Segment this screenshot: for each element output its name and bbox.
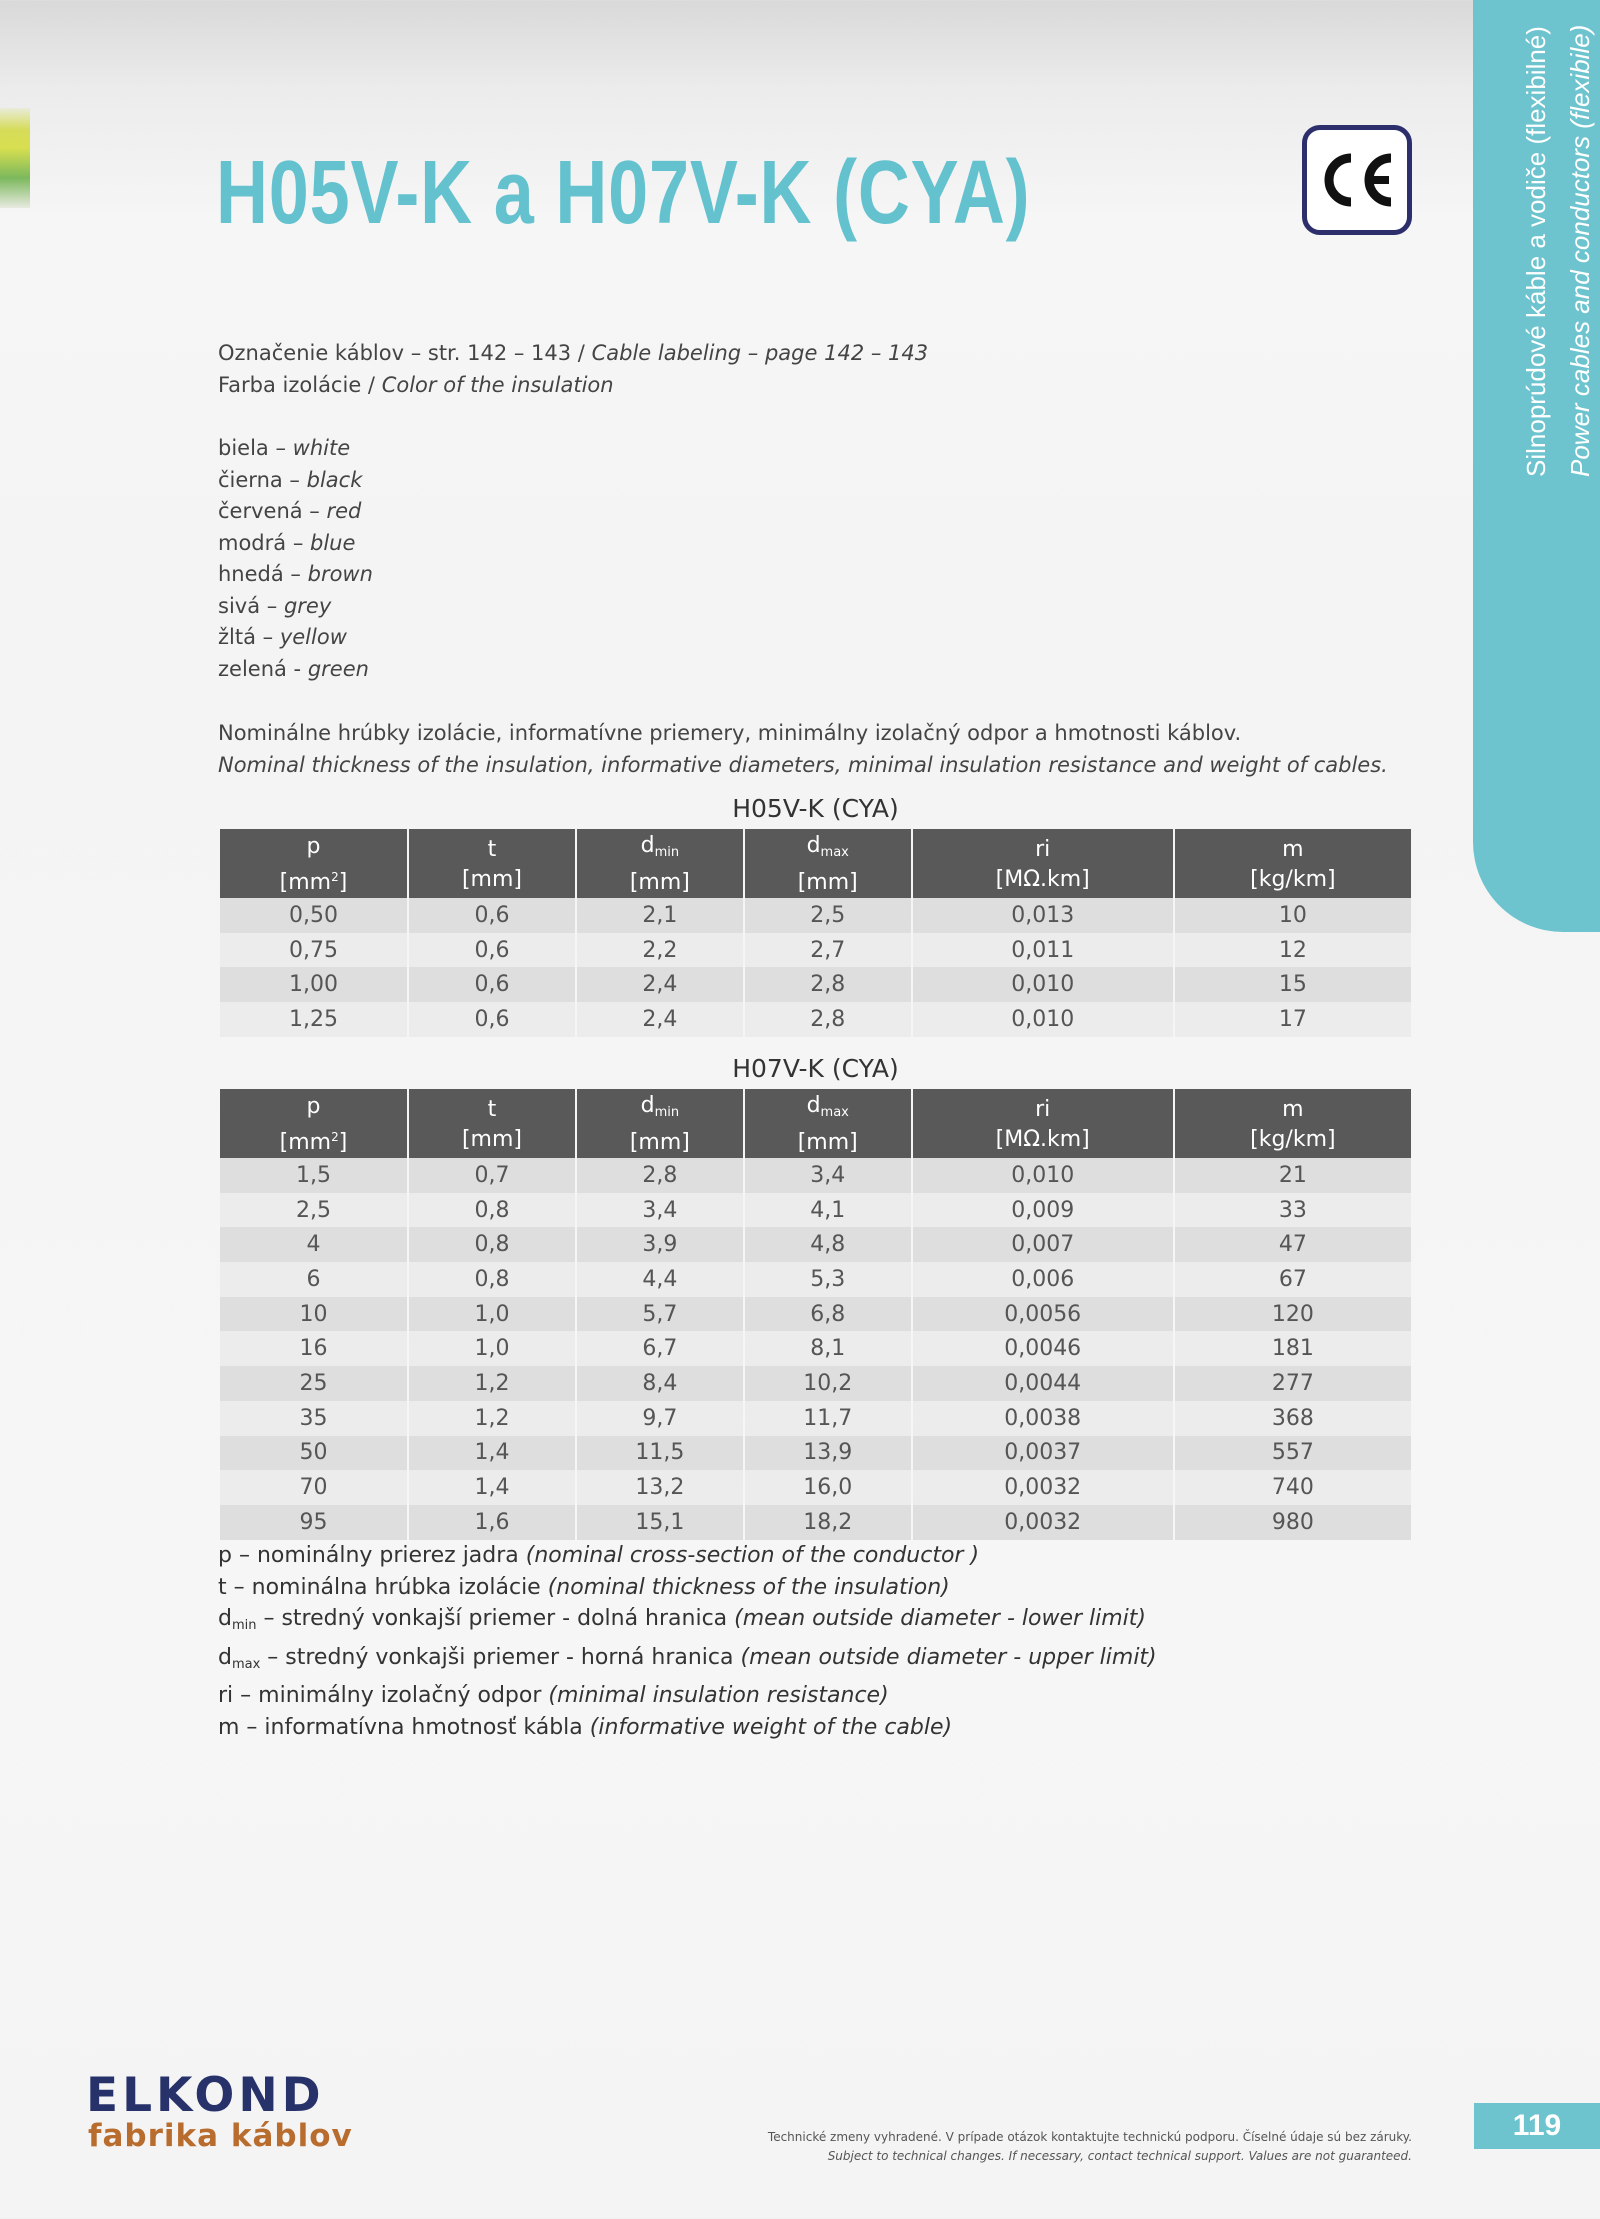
column-header-unit-line xyxy=(577,1128,743,1158)
header-dmin: d xyxy=(640,1093,655,1118)
column-header-symbol-line xyxy=(913,835,1173,865)
column-header-unit-line xyxy=(409,865,575,895)
header-t: t xyxy=(487,1096,497,1122)
legend-item xyxy=(218,1572,1157,1604)
legend-item xyxy=(218,1540,1157,1572)
column-header-symbol-line xyxy=(409,1095,575,1125)
table-cell: 0,8 xyxy=(409,1227,575,1262)
table-cell: 2,8 xyxy=(577,1158,743,1193)
color-name-en: blue xyxy=(310,530,356,555)
table-row xyxy=(220,898,1411,933)
table-cell: 6,7 xyxy=(577,1331,743,1366)
color-name-sk: žltá – xyxy=(218,625,274,649)
table-cell: 10 xyxy=(220,1297,407,1332)
table-cell: 8,1 xyxy=(745,1331,911,1366)
table-cell: 1,2 xyxy=(409,1401,575,1436)
table-cell: 67 xyxy=(1175,1262,1411,1297)
header-p: p xyxy=(306,833,321,859)
color-name-sk: červená – xyxy=(218,499,320,523)
color-name-en: red xyxy=(326,499,362,523)
color-item xyxy=(218,465,373,497)
table-cell: 2,8 xyxy=(745,1002,911,1037)
column-header-unit-line xyxy=(1175,1125,1411,1155)
table-cell: 0,6 xyxy=(409,1002,575,1037)
table-cell: 0,009 xyxy=(913,1193,1173,1228)
color-name-en: grey xyxy=(283,593,332,618)
color-name-en: brown xyxy=(307,562,373,586)
table-cell: 1,2 xyxy=(409,1366,575,1401)
color-name-sk: čierna – xyxy=(218,467,300,492)
column-header-unit-line xyxy=(220,1122,407,1158)
table-cell: 181 xyxy=(1175,1331,1411,1366)
column-header-unit-line xyxy=(1175,865,1411,895)
legend-text-sk: – stredný vonkajši priemer - horná hranica xyxy=(260,1644,741,1670)
table-h05-header xyxy=(220,829,1411,898)
color-item xyxy=(218,654,373,686)
table-cell: 0,75 xyxy=(220,933,407,968)
company-logo-subtitle: fabrika káblov xyxy=(88,2118,353,2154)
table-cell: 18,2 xyxy=(745,1505,911,1540)
page-title: H05V-K a H07V-K (CYA) xyxy=(216,143,1031,243)
table-cell: 0,010 xyxy=(913,1158,1173,1193)
header-dmin-sub: min xyxy=(654,1105,680,1120)
table-cell: 2,1 xyxy=(577,898,743,933)
table-cell: 2,8 xyxy=(745,967,911,1002)
legend-item xyxy=(218,1680,1157,1712)
description-en: Nominal thickness of the insulation, informative diameters, minimal insulation resistance and weight of cables. xyxy=(218,752,1388,777)
table-cell: 2,7 xyxy=(745,933,911,968)
color-en: Color of the insulation xyxy=(381,372,614,397)
table-cell: 11,5 xyxy=(577,1436,743,1471)
footer-note xyxy=(768,2128,1412,2166)
header-p: p xyxy=(306,1093,321,1119)
header-t-unit: [mm] xyxy=(461,866,522,892)
table-cell: 557 xyxy=(1175,1436,1411,1471)
table-row xyxy=(220,1002,1411,1037)
header-t-unit: [mm] xyxy=(461,1126,522,1152)
table-row xyxy=(220,1505,1411,1540)
legend-text-en: (nominal thickness of the insulation) xyxy=(547,1574,950,1600)
column-header xyxy=(745,1089,911,1158)
header-dmin: d xyxy=(640,833,655,858)
table-cell: 740 xyxy=(1175,1470,1411,1505)
table-row xyxy=(220,1262,1411,1297)
color-list xyxy=(218,433,373,685)
table-cell: 0,010 xyxy=(913,967,1173,1002)
header-ri-unit: [MΩ.km] xyxy=(995,866,1090,892)
legend-symbol: m xyxy=(218,1714,240,1740)
section-label-en: Power cables and conductors (flexibile) xyxy=(1565,24,1595,477)
table-cell: 980 xyxy=(1175,1505,1411,1540)
color-name-sk: zelená - xyxy=(218,656,302,681)
table-row xyxy=(220,1193,1411,1228)
table-cell: 21 xyxy=(1175,1158,1411,1193)
table-cell: 0,6 xyxy=(409,967,575,1002)
color-item xyxy=(218,591,373,623)
header-p-unit-sup: 2 xyxy=(331,1129,339,1144)
table-cell: 4,4 xyxy=(577,1262,743,1297)
table-cell: 0,8 xyxy=(409,1262,575,1297)
legend-symbol: t xyxy=(218,1574,227,1600)
column-header-symbol-line xyxy=(220,832,407,862)
labeling-en: Cable labeling – page 142 – 143 xyxy=(591,341,929,365)
color-name-en: yellow xyxy=(279,625,347,649)
legend-symbol: d xyxy=(218,1644,232,1670)
table-cell: 16,0 xyxy=(745,1470,911,1505)
table-cell: 47 xyxy=(1175,1227,1411,1262)
color-name-sk: modrá – xyxy=(218,530,304,555)
table-row xyxy=(220,1366,1411,1401)
table-cell: 1,25 xyxy=(220,1002,407,1037)
table-row xyxy=(220,1401,1411,1436)
column-header xyxy=(409,829,575,898)
color-item xyxy=(218,528,373,560)
description-block xyxy=(218,718,1388,781)
table-cell: 368 xyxy=(1175,1401,1411,1436)
color-name-en: green xyxy=(307,656,369,681)
header-dmin-unit: [mm] xyxy=(629,870,690,895)
header-ri: ri xyxy=(1035,1096,1051,1122)
table-cell: 2,5 xyxy=(220,1193,407,1228)
table-row xyxy=(220,1158,1411,1193)
table-cell: 12 xyxy=(1175,933,1411,968)
table-cell: 2,4 xyxy=(577,1002,743,1037)
header-dmin-unit: [mm] xyxy=(629,1130,690,1155)
color-item xyxy=(218,433,373,465)
color-name-sk: biela – xyxy=(218,436,286,460)
column-header xyxy=(220,829,407,898)
table-cell: 0,6 xyxy=(409,898,575,933)
table-cell: 16 xyxy=(220,1331,407,1366)
column-header-symbol-line xyxy=(1175,835,1411,865)
labeling-line xyxy=(218,338,928,370)
footer-note-sk: Technické zmeny vyhradené. V prípade otázok kontaktujte technickú podporu. Číselné údaje sú bez záruky. xyxy=(767,2130,1412,2144)
legend-symbol: ri xyxy=(218,1683,234,1709)
table-cell: 1,0 xyxy=(409,1297,575,1332)
header-p-unit-end: ] xyxy=(338,1129,348,1155)
color-item xyxy=(218,559,373,591)
legend-item xyxy=(218,1712,1157,1744)
header-dmin-sub: min xyxy=(654,845,680,860)
table-cell: 0,0056 xyxy=(913,1297,1173,1332)
labeling-sk: Označenie káblov – str. 142 – 143 / xyxy=(218,341,585,365)
table-cell: 3,9 xyxy=(577,1227,743,1262)
table-cell: 120 xyxy=(1175,1297,1411,1332)
header-t: t xyxy=(487,836,497,862)
table-row xyxy=(220,1470,1411,1505)
table-cell: 6 xyxy=(220,1262,407,1297)
ce-mark-icon xyxy=(1307,130,1407,230)
color-name-en: black xyxy=(306,467,363,492)
table-cell: 0,0037 xyxy=(913,1436,1173,1471)
table-row xyxy=(220,967,1411,1002)
legend-item xyxy=(218,1603,1157,1642)
header-dmax-sub: max xyxy=(820,845,849,860)
table-cell: 8,4 xyxy=(577,1366,743,1401)
column-header-symbol-line xyxy=(1175,1095,1411,1125)
cable-image-strip xyxy=(0,108,30,208)
table-h07-body xyxy=(220,1158,1411,1540)
table-cell: 1,5 xyxy=(220,1158,407,1193)
column-header xyxy=(913,1089,1173,1158)
table-row xyxy=(220,1331,1411,1366)
table-cell: 4,1 xyxy=(745,1193,911,1228)
column-header xyxy=(913,829,1173,898)
legend-symbol: d xyxy=(218,1606,232,1632)
legend-text-sk: – informatívna hmotnosť kábla xyxy=(239,1714,590,1740)
table-cell: 1,4 xyxy=(409,1436,575,1471)
table-cell: 0,013 xyxy=(913,898,1173,933)
legend-text-sk: – nominálna hrúbka izolácie xyxy=(226,1574,548,1600)
company-logo-name: ELKOND xyxy=(86,2068,325,2123)
table-row xyxy=(220,1436,1411,1471)
color-name-sk: sivá – xyxy=(218,593,278,618)
ce-mark-logo xyxy=(1302,125,1412,235)
table-cell: 1,4 xyxy=(409,1470,575,1505)
header-p-unit: [mm xyxy=(279,1129,332,1155)
intro-block xyxy=(218,338,928,401)
table-cell: 5,7 xyxy=(577,1297,743,1332)
table-row xyxy=(220,1227,1411,1262)
table-cell: 0,0032 xyxy=(913,1505,1173,1540)
table-cell: 15 xyxy=(1175,967,1411,1002)
footer-note-en: Subject to technical changes. If necessary, contact technical support. Values are not guaranteed. xyxy=(827,2149,1412,2163)
table-cell: 0,0046 xyxy=(913,1331,1173,1366)
table-cell: 4,8 xyxy=(745,1227,911,1262)
table-cell: 17 xyxy=(1175,1002,1411,1037)
table-cell: 0,007 xyxy=(913,1227,1173,1262)
table-cell: 0,6 xyxy=(409,933,575,968)
table-cell: 277 xyxy=(1175,1366,1411,1401)
header-dmax-unit: [mm] xyxy=(797,870,858,895)
table-h05-caption: H05V-K (CYA) xyxy=(732,794,899,823)
table-cell: 0,0032 xyxy=(913,1470,1173,1505)
color-item xyxy=(218,496,373,528)
table-cell: 35 xyxy=(220,1401,407,1436)
legend-symbol-sub: min xyxy=(231,1618,257,1634)
column-header-symbol-line xyxy=(745,1091,911,1128)
column-header xyxy=(409,1089,575,1158)
table-cell: 0,50 xyxy=(220,898,407,933)
table-cell: 2,2 xyxy=(577,933,743,968)
legend-text-sk: – minimálny izolačný odpor xyxy=(233,1683,549,1709)
legend-text-sk: – nominálny prierez jadra xyxy=(231,1543,526,1568)
table-cell: 0,006 xyxy=(913,1262,1173,1297)
table-cell: 1,00 xyxy=(220,967,407,1002)
header-dmax: d xyxy=(806,833,821,858)
color-sk: Farba izolácie / xyxy=(218,372,375,397)
header-m-unit: [kg/km] xyxy=(1250,866,1336,892)
header-ri-unit: [MΩ.km] xyxy=(995,1126,1090,1152)
table-cell: 0,8 xyxy=(409,1193,575,1228)
header-row xyxy=(220,829,1411,898)
table-h07-header xyxy=(220,1089,1411,1158)
section-side-label xyxy=(1514,25,1600,477)
table-cell: 0,0038 xyxy=(913,1401,1173,1436)
column-header xyxy=(220,1089,407,1158)
table-cell: 3,4 xyxy=(577,1193,743,1228)
symbol-legend xyxy=(218,1540,1157,1744)
table-cell: 5,3 xyxy=(745,1262,911,1297)
table-h07 xyxy=(218,1089,1413,1540)
legend-symbol: p xyxy=(218,1543,232,1568)
column-header-unit-line xyxy=(220,862,407,898)
table-cell: 10 xyxy=(1175,898,1411,933)
color-name-sk: hnedá – xyxy=(218,562,301,586)
legend-symbol-sub: max xyxy=(231,1656,261,1672)
header-m: m xyxy=(1282,836,1304,862)
legend-text-sk: – stredný vonkajší priemer - dolná hranica xyxy=(256,1606,735,1632)
header-m: m xyxy=(1282,1096,1304,1122)
table-cell: 13,2 xyxy=(577,1470,743,1505)
table-cell: 33 xyxy=(1175,1193,1411,1228)
table-cell: 0,0044 xyxy=(913,1366,1173,1401)
header-p-unit-end: ] xyxy=(338,869,348,895)
table-row xyxy=(220,1297,1411,1332)
table-cell: 2,5 xyxy=(745,898,911,933)
table-cell: 1,6 xyxy=(409,1505,575,1540)
description-sk: Nominálne hrúbky izolácie, informatívne priemery, minimálny izolačný odpor a hmotnosti káblov. xyxy=(218,721,1242,745)
table-h07-caption: H07V-K (CYA) xyxy=(732,1054,899,1083)
column-header xyxy=(577,1089,743,1158)
header-p-unit: [mm xyxy=(279,869,332,895)
color-line xyxy=(218,370,928,402)
table-cell: 15,1 xyxy=(577,1505,743,1540)
table-cell: 6,8 xyxy=(745,1297,911,1332)
column-header xyxy=(1175,1089,1411,1158)
table-cell: 3,4 xyxy=(745,1158,911,1193)
header-ri: ri xyxy=(1035,836,1051,862)
table-cell: 0,010 xyxy=(913,1002,1173,1037)
column-header-symbol-line xyxy=(913,1095,1173,1125)
column-header-unit-line xyxy=(913,865,1173,895)
table-cell: 25 xyxy=(220,1366,407,1401)
table-cell: 4 xyxy=(220,1227,407,1262)
page-number: 119 xyxy=(1474,2103,1600,2149)
color-item xyxy=(218,622,373,654)
legend-text-en: (mean outside diameter - lower limit) xyxy=(734,1606,1147,1632)
table-cell: 70 xyxy=(220,1470,407,1505)
table-cell: 2,4 xyxy=(577,967,743,1002)
column-header-symbol-line xyxy=(745,831,911,868)
column-header-symbol-line xyxy=(409,835,575,865)
section-label-sk: Silnoprúdové káble a vodiče (flexibilné) xyxy=(1521,26,1551,477)
table-cell: 0,011 xyxy=(913,933,1173,968)
color-name-en: white xyxy=(292,436,351,460)
header-dmax-unit: [mm] xyxy=(797,1130,858,1155)
header-p-unit-sup: 2 xyxy=(331,869,339,884)
column-header-symbol-line xyxy=(577,1091,743,1128)
table-cell: 10,2 xyxy=(745,1366,911,1401)
table-cell: 11,7 xyxy=(745,1401,911,1436)
column-header xyxy=(1175,829,1411,898)
header-m-unit: [kg/km] xyxy=(1250,1126,1336,1152)
legend-text-en: (nominal cross-section of the conductor ) xyxy=(525,1543,980,1568)
column-header-unit-line xyxy=(913,1125,1173,1155)
header-row xyxy=(220,1089,1411,1158)
table-cell: 13,9 xyxy=(745,1436,911,1471)
column-header-unit-line xyxy=(745,1128,911,1158)
header-dmax: d xyxy=(806,1093,821,1118)
legend-text-en: (informative weight of the cable) xyxy=(589,1714,953,1740)
legend-item xyxy=(218,1642,1157,1681)
table-cell: 0,7 xyxy=(409,1158,575,1193)
column-header-unit-line xyxy=(745,868,911,898)
table-cell: 95 xyxy=(220,1505,407,1540)
table-cell: 9,7 xyxy=(577,1401,743,1436)
table-cell: 1,0 xyxy=(409,1331,575,1366)
table-h05 xyxy=(218,829,1413,1037)
legend-text-en: (mean outside diameter - upper limit) xyxy=(740,1644,1157,1670)
column-header-symbol-line xyxy=(220,1092,407,1122)
column-header xyxy=(577,829,743,898)
table-cell: 50 xyxy=(220,1436,407,1471)
column-header-unit-line xyxy=(577,868,743,898)
legend-text-en: (minimal insulation resistance) xyxy=(548,1683,889,1709)
table-row xyxy=(220,933,1411,968)
table-h05-body xyxy=(220,898,1411,1037)
column-header-unit-line xyxy=(409,1125,575,1155)
column-header xyxy=(745,829,911,898)
header-dmax-sub: max xyxy=(820,1105,849,1120)
column-header-symbol-line xyxy=(577,831,743,868)
